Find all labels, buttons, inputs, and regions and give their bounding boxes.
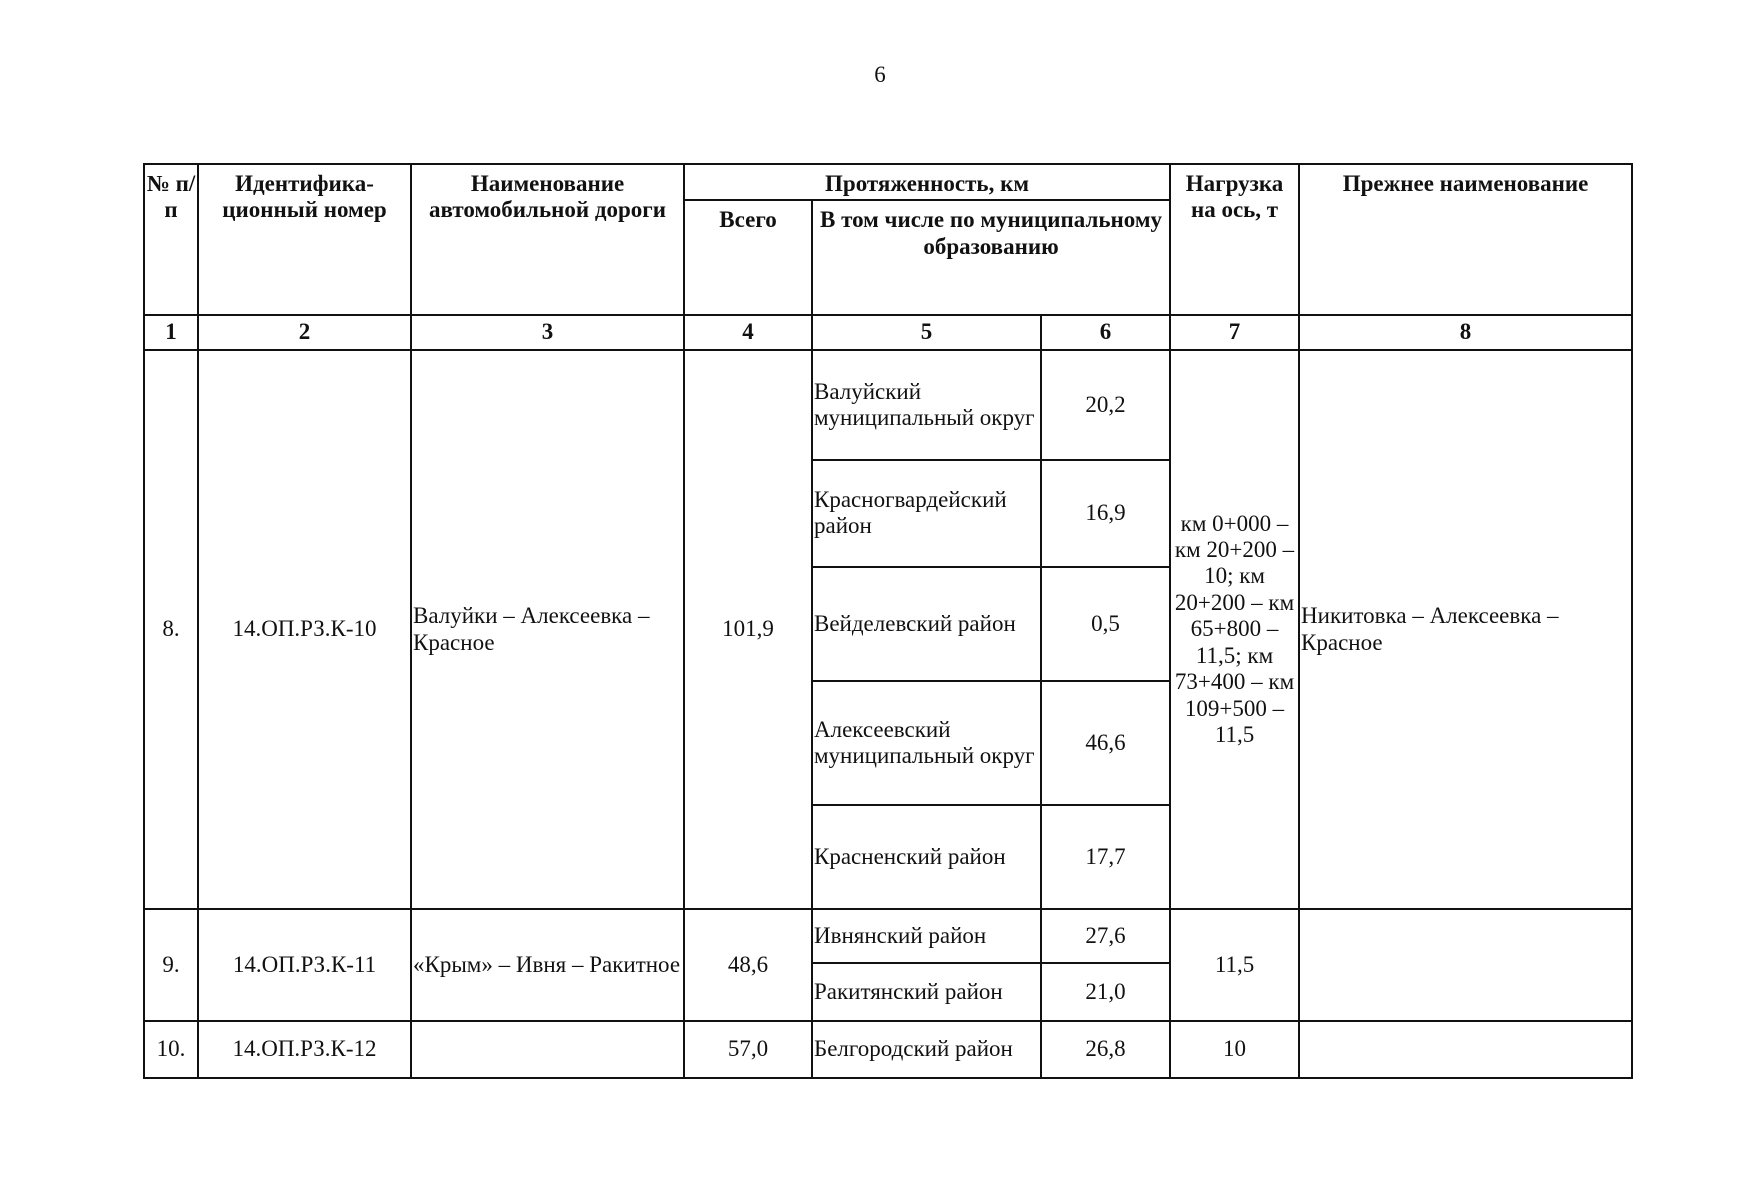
municipality-name: Алексеевский муниципальный округ <box>812 681 1041 805</box>
row-num: 8. <box>144 350 198 909</box>
header-road-name: Наименование автомобильной дороги <box>411 164 684 315</box>
road-name: «Крым» – Ивня – Ракитное <box>411 909 684 1020</box>
header-id: Идентифика-ционный номер <box>198 164 411 315</box>
former-name: Никитовка – Алексеевка – Красное <box>1299 350 1632 909</box>
table-row <box>144 1021 1632 1078</box>
municipality-length: 16,9 <box>1041 460 1170 566</box>
municipality-name: Вейделевский район <box>812 567 1041 682</box>
road-name: Валуйки – Алексеевка – Красное <box>411 350 684 909</box>
former-name <box>1299 909 1632 1020</box>
table-row <box>144 909 1632 963</box>
road-id: 14.ОП.РЗ.К-12 <box>198 1021 411 1078</box>
header-by-municipality: В том числе по муниципальному образованию <box>812 200 1170 315</box>
municipality-length: 17,7 <box>1041 805 1170 909</box>
column-number: 3 <box>411 315 684 350</box>
column-number: 1 <box>144 315 198 350</box>
axle-load: км 0+000 – км 20+200 – 10; км 20+200 – км 65+800 – 11,5; км 73+400 – км 109+500 – 11,5 <box>1170 350 1299 909</box>
row-num: 9. <box>144 909 198 1020</box>
total-length: 57,0 <box>684 1021 812 1078</box>
column-number: 2 <box>198 315 411 350</box>
total-length: 48,6 <box>684 909 812 1020</box>
header-length: Протяженность, км <box>684 164 1170 200</box>
former-name <box>1299 1021 1632 1078</box>
road-name <box>411 1021 684 1078</box>
column-number: 5 <box>812 315 1041 350</box>
axle-load: 10 <box>1170 1021 1299 1078</box>
municipality-name: Ракитянский район <box>812 963 1041 1020</box>
header-total: Всего <box>684 200 812 315</box>
road-id: 14.ОП.РЗ.К-10 <box>198 350 411 909</box>
roads-table <box>143 163 1633 1079</box>
axle-load: 11,5 <box>1170 909 1299 1020</box>
municipality-name: Ивнянский район <box>812 909 1041 963</box>
municipality-name: Белгородский район <box>812 1021 1041 1078</box>
municipality-name: Валуйский муниципальный округ <box>812 350 1041 460</box>
header-load: Нагрузка на ось, т <box>1170 164 1299 315</box>
column-number: 6 <box>1041 315 1170 350</box>
municipality-name: Красненский район <box>812 805 1041 909</box>
header-num: № п/п <box>144 164 198 315</box>
column-number: 7 <box>1170 315 1299 350</box>
municipality-length: 27,6 <box>1041 909 1170 963</box>
municipality-length: 0,5 <box>1041 567 1170 682</box>
road-id: 14.ОП.РЗ.К-11 <box>198 909 411 1020</box>
column-number: 4 <box>684 315 812 350</box>
municipality-length: 26,8 <box>1041 1021 1170 1078</box>
municipality-name: Красногвардейский район <box>812 460 1041 566</box>
total-length: 101,9 <box>684 350 812 909</box>
municipality-length: 46,6 <box>1041 681 1170 805</box>
column-number: 8 <box>1299 315 1632 350</box>
table-row <box>144 350 1632 460</box>
municipality-length: 20,2 <box>1041 350 1170 460</box>
page-number: 6 <box>874 62 886 87</box>
municipality-length: 21,0 <box>1041 963 1170 1020</box>
header-former-name: Прежнее наименование <box>1299 164 1632 315</box>
row-num: 10. <box>144 1021 198 1078</box>
